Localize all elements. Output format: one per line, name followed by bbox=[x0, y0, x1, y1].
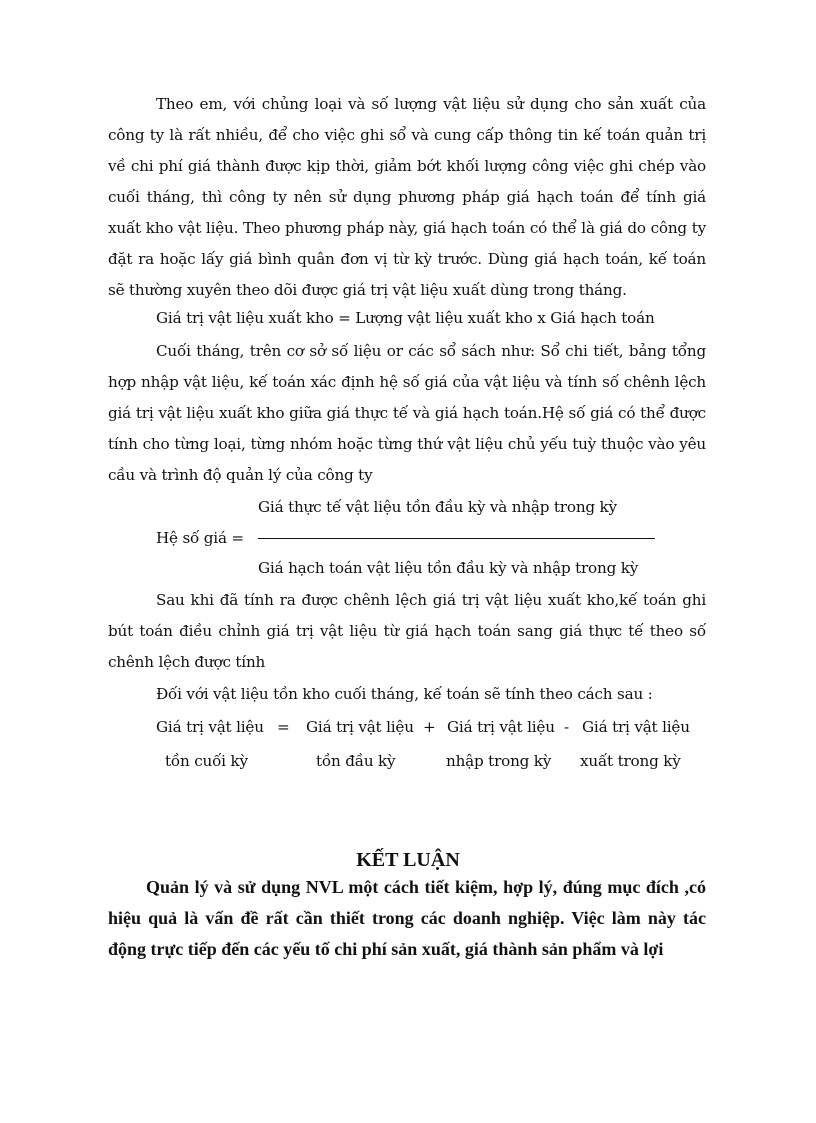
formula-xuat-kho: Giá trị vật liệu xuất kho = Lượng vật liệu xuất kho x Giá hạch toán bbox=[156, 309, 655, 327]
paragraph-hach-toan-method: Theo em, với chủng loại và số lượng vật liệu sử dụng cho sản xuất của công ty là rất nhiều, để cho việc ghi sổ và cung cấp thông tin kế toán quản trị về chi phí giá thành được kịp thời, giảm bớt khối lượng công việc ghi chép vào cuối tháng, thì công ty nên sử dụng phương pháp giá hạch toán để tính giá xuất kho vật liệu. Theo phương pháp này, giá hạch toán có thể là giá do công ty đặt ra hoặc lấy giá bình quân đơn vị từ kỳ trước. Dùng giá hạch toán, kế toán sẽ thường xuyên theo dõi được giá trị vật liệu xuất dùng trong tháng. bbox=[108, 95, 706, 299]
balance-sub-xuat: xuất trong kỳ bbox=[580, 752, 681, 770]
balance-plus-sign: + bbox=[423, 718, 436, 736]
conclusion-paragraph: Quản lý và sử dụng NVL một cách tiết kiệm, hợp lý, đúng mục đích ,có hiệu quả là vấn đề rất cần thiết trong các doanh nghiệp. Việc làm này tác động trực tiếp đến các yếu tố chi phí sản xuất, giá thành sản phẩm và lợi bbox=[108, 877, 706, 959]
balance-term-ton-dau: Giá trị vật liệu bbox=[306, 718, 414, 736]
balance-equals-sign: = bbox=[277, 718, 290, 736]
balance-minus-sign: - bbox=[564, 718, 569, 736]
balance-term-xuat: Giá trị vật liệu bbox=[582, 718, 690, 736]
balance-term-nhap: Giá trị vật liệu bbox=[447, 718, 555, 736]
paragraph-ton-kho: Đối với vật liệu tồn kho cuối tháng, kế toán sẽ tính theo cách sau : bbox=[156, 685, 653, 703]
coefficient-denominator: Giá hạch toán vật liệu tồn đầu kỳ và nhập trong kỳ bbox=[258, 559, 639, 577]
balance-sub-nhap: nhập trong kỳ bbox=[446, 752, 552, 770]
balance-sub-ton-cuoi: tồn cuối kỳ bbox=[165, 752, 248, 770]
paragraph-dieu-chinh: Sau khi đã tính ra được chênh lệch giá trị vật liệu xuất kho,kế toán ghi bút toán điều chỉnh giá trị vật liệu từ giá hạch toán sang giá thực tế theo số chênh lệch được tính bbox=[108, 591, 706, 671]
balance-term-ton-cuoi: Giá trị vật liệu bbox=[156, 718, 264, 736]
balance-sub-ton-dau: tồn đầu kỳ bbox=[316, 752, 396, 770]
fraction-bar bbox=[258, 538, 655, 539]
coefficient-numerator: Giá thực tế vật liệu tồn đầu kỳ và nhập trong kỳ bbox=[258, 498, 617, 516]
conclusion-heading: KẾT LUẬN bbox=[356, 849, 460, 871]
coefficient-label: Hệ số giá = bbox=[156, 529, 244, 547]
paragraph-he-so-gia: Cuối tháng, trên cơ sở số liệu or các sổ sách như: Sổ chi tiết, bảng tổng hợp nhập vật liệu, kế toán xác định hệ số giá của vật liệu và tính số chênh lệch giá trị vật liệu xuất kho giữa giá thực tế và giá hạch toán.Hệ số giá có thể được tính cho từng loại, từng nhóm hoặc từng thứ vật liệu chủ yếu tuỳ thuộc vào yêu cầu và trình độ quản lý của công ty bbox=[108, 342, 706, 484]
